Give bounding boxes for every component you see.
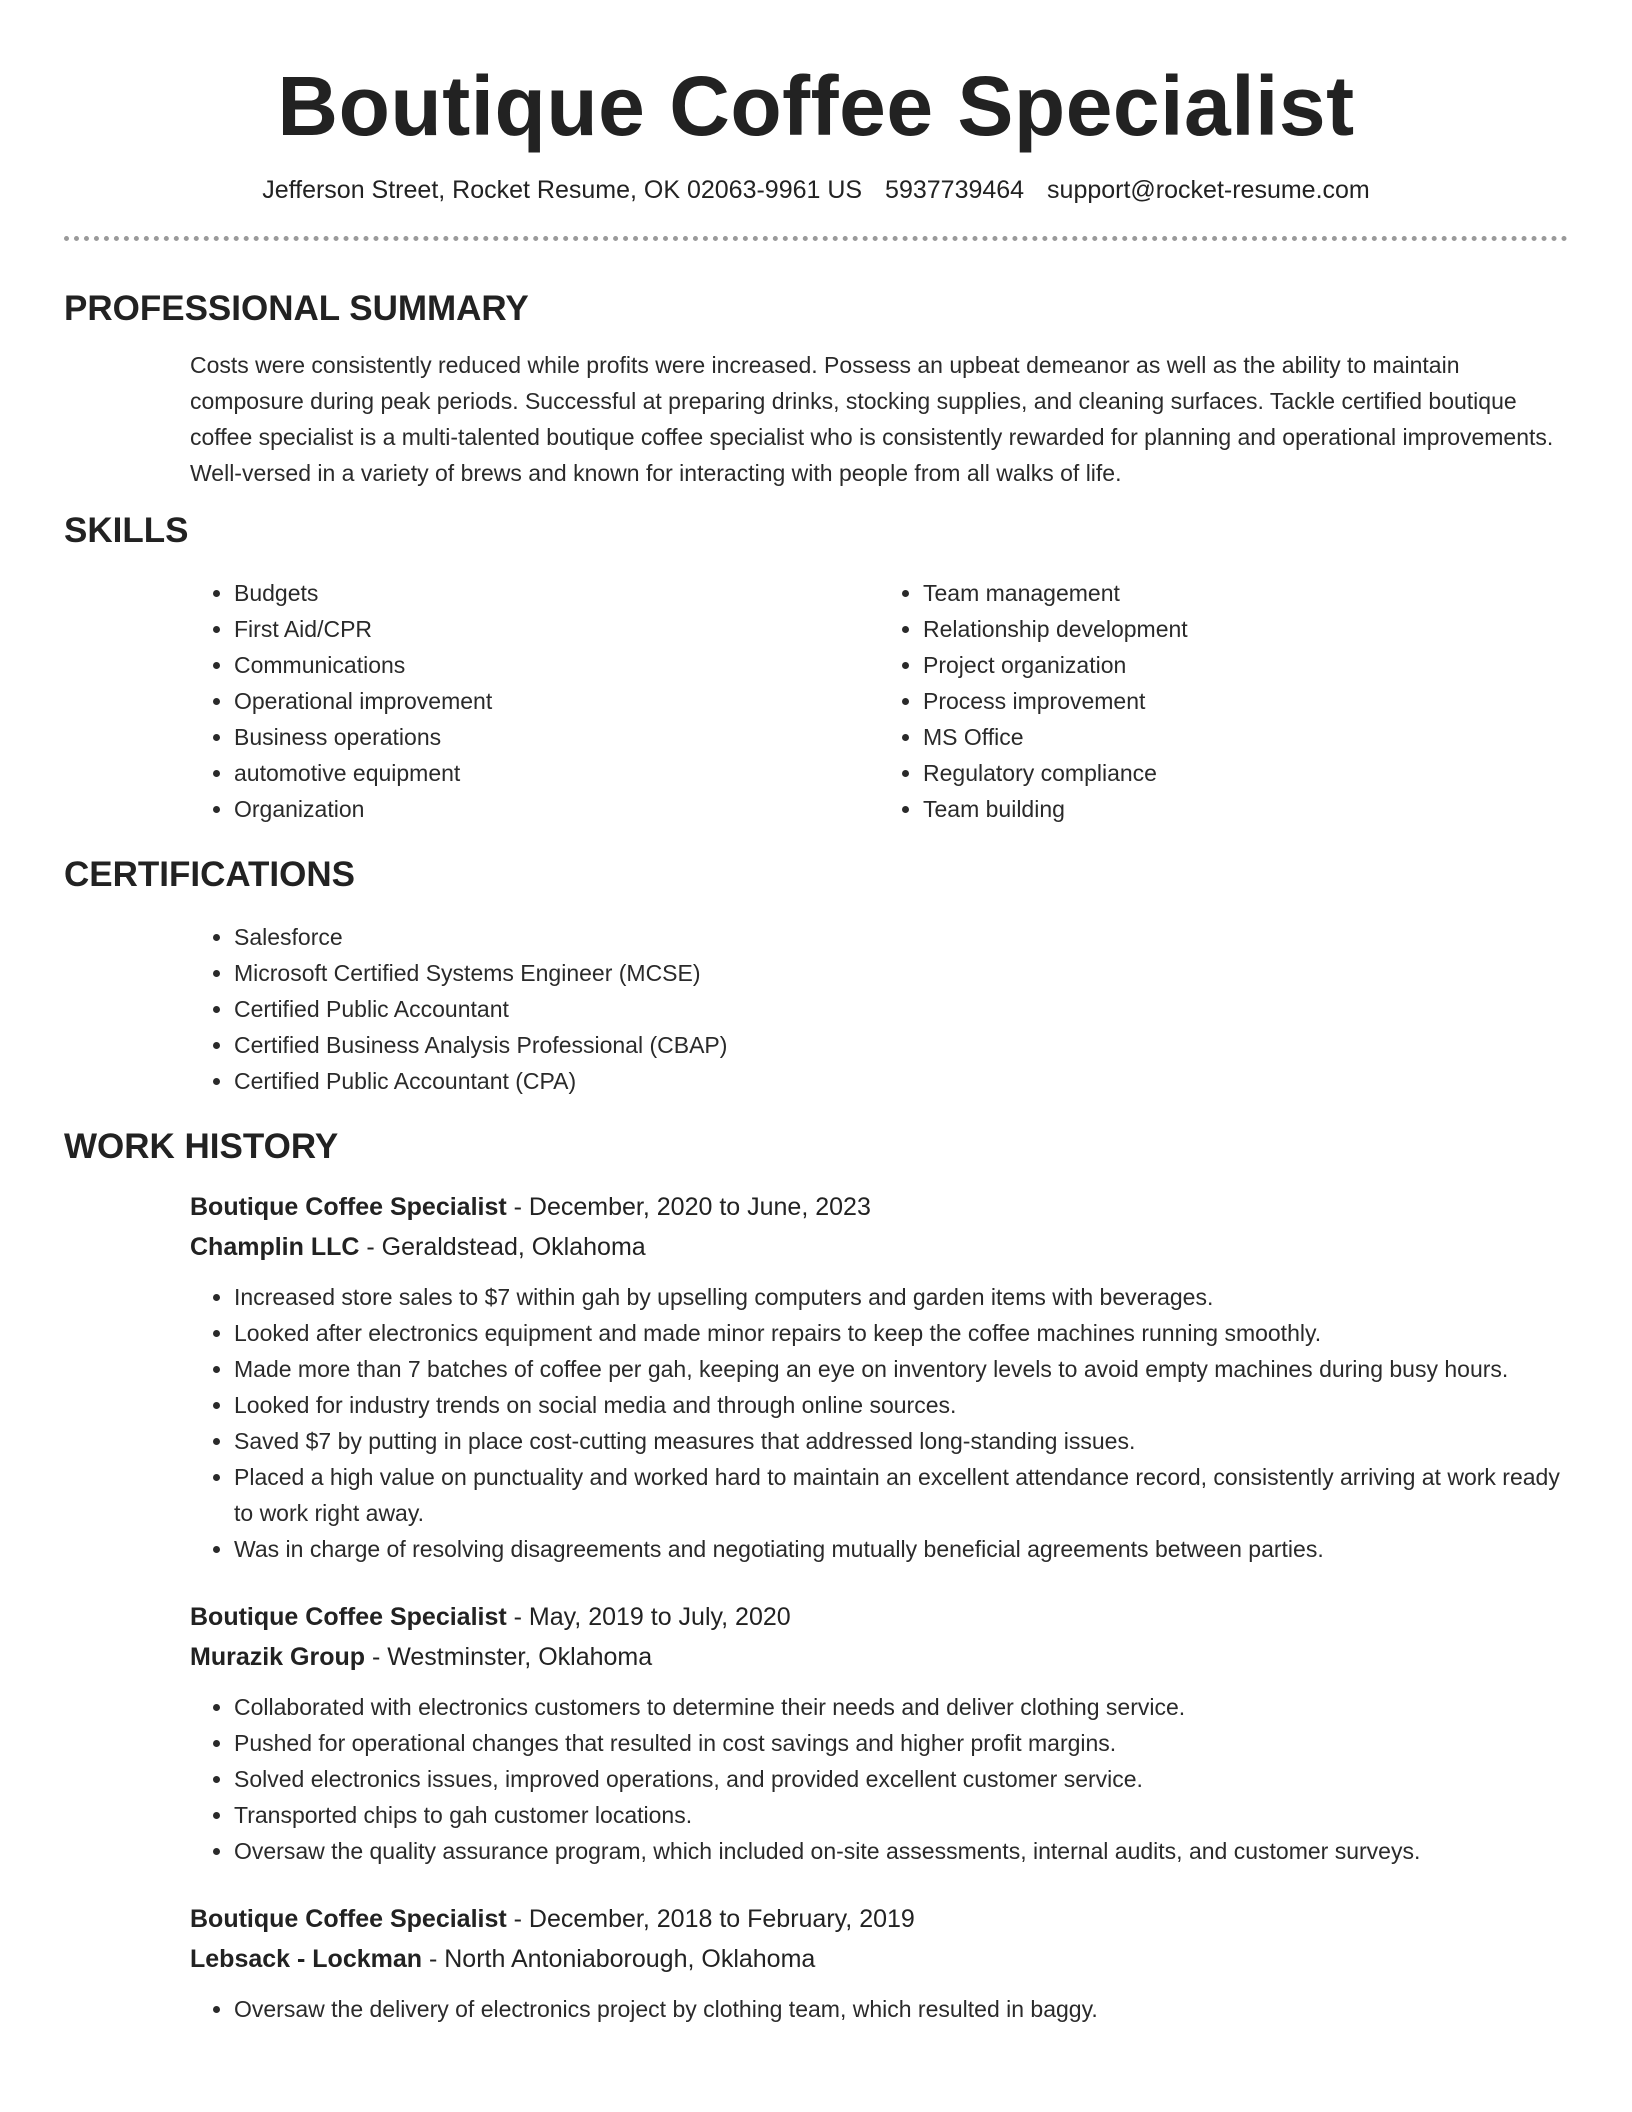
job-title-line — [190, 1187, 1568, 1227]
skills-heading: SKILLS — [64, 511, 189, 550]
contact-address: Jefferson Street, Rocket Resume, OK 02063-9961 US — [262, 176, 863, 204]
skills-columns — [190, 575, 1568, 827]
job-bullet: • Collaborated with electronics customers to determine their needs and deliver clothing service. — [234, 1689, 1568, 1725]
job-company-line — [190, 1939, 1568, 1979]
job-location: - North Antoniaborough, Oklahoma — [422, 1945, 816, 1973]
job-bullet: • Made more than 7 batches of coffee per gah, keeping an eye on inventory levels to avoid empty machines during busy hours. — [234, 1351, 1568, 1387]
skill-item: • Relationship development — [923, 611, 1568, 647]
job-dates: - December, 2020 to June, 2023 — [506, 1193, 871, 1221]
certification-item: • Salesforce — [234, 919, 1568, 955]
skill-item: • Process improvement — [923, 683, 1568, 719]
skill-item: • MS Office — [923, 719, 1568, 755]
job-dates: - May, 2019 to July, 2020 — [506, 1603, 791, 1631]
skills-list-right — [879, 575, 1568, 827]
certifications-heading: CERTIFICATIONS — [64, 855, 356, 894]
job-company-line — [190, 1637, 1568, 1677]
job-bullet: • Saved $7 by putting in place cost-cutting measures that addressed long-standing issues. — [234, 1423, 1568, 1459]
certification-item: • Certified Public Accountant — [234, 991, 1568, 1027]
skill-item: • automotive equipment — [234, 755, 879, 791]
work-history-heading: WORK HISTORY — [64, 1127, 339, 1166]
job-bullet: • Looked for industry trends on social media and through online sources. — [234, 1387, 1568, 1423]
job-bullet: • Increased store sales to $7 within gah by upselling computers and garden items with beverages. — [234, 1279, 1568, 1315]
certification-item: • Certified Public Accountant (CPA) — [234, 1063, 1568, 1099]
resume-name: Boutique Coffee Specialist — [277, 59, 1355, 153]
job-company: Lebsack - Lockman — [190, 1945, 423, 1973]
skill-item: • Operational improvement — [234, 683, 879, 719]
job-bullet: • Pushed for operational changes that resulted in cost savings and higher profit margins. — [234, 1725, 1568, 1761]
skill-item: • Business operations — [234, 719, 879, 755]
skill-item: • First Aid/CPR — [234, 611, 879, 647]
contact-line — [64, 174, 1568, 206]
job-company: Murazik Group — [190, 1643, 366, 1671]
job-bullet: • Looked after electronics equipment and made minor repairs to keep the coffee machines running smoothly. — [234, 1315, 1568, 1351]
job-location: - Westminster, Oklahoma — [365, 1643, 653, 1671]
job-bullet: • Placed a high value on punctuality and worked hard to maintain an excellent attendance record, consistently arriving at work ready to work right away. — [234, 1459, 1568, 1531]
job-entry — [190, 1899, 1568, 2027]
certification-item: • Certified Business Analysis Professional (CBAP) — [234, 1027, 1568, 1063]
header-divider — [64, 236, 1568, 241]
skill-item: • Team management — [923, 575, 1568, 611]
contact-phone: 5937739464 — [885, 176, 1025, 204]
skill-item: • Budgets — [234, 575, 879, 611]
job-role: Boutique Coffee Specialist — [190, 1905, 507, 1933]
certification-item: • Microsoft Certified Systems Engineer (MCSE) — [234, 955, 1568, 991]
skills-list-left — [190, 575, 879, 827]
job-bullet: • Transported chips to gah customer locations. — [234, 1797, 1568, 1833]
job-company-line — [190, 1227, 1568, 1267]
skill-item: • Organization — [234, 791, 879, 827]
contact-email[interactable]: support@rocket-resume.com — [1047, 176, 1370, 204]
job-bullets — [190, 1279, 1568, 1567]
job-dates: - December, 2018 to February, 2019 — [506, 1905, 915, 1933]
job-title-line — [190, 1899, 1568, 1939]
summary-heading: PROFESSIONAL SUMMARY — [64, 289, 529, 328]
job-entry — [190, 1597, 1568, 1869]
skill-item: • Team building — [923, 791, 1568, 827]
summary-text: Costs were consistently reduced while profits were increased. Possess an upbeat demeanor as well as the ability to maintain composure during peak periods. Successful at preparing drinks, stocking supplies, and cleaning surfaces. Tackle certified boutique coffee specialist is a multi-talented boutique coffee specialist who is consistently rewarded for planning and operational improvements. Well-versed in a variety of brews and known for interacting with people from all walks of life. — [190, 352, 1554, 486]
skill-item: • Project organization — [923, 647, 1568, 683]
job-bullet: • Was in charge of resolving disagreements and negotiating mutually beneficial agreements between parties. — [234, 1531, 1568, 1567]
job-entry — [190, 1187, 1568, 1567]
resume-page — [64, 0, 1568, 2027]
skill-item: • Communications — [234, 647, 879, 683]
job-role: Boutique Coffee Specialist — [190, 1603, 507, 1631]
job-bullet: • Solved electronics issues, improved operations, and provided excellent customer service. — [234, 1761, 1568, 1797]
job-bullets — [190, 1689, 1568, 1869]
job-title-line — [190, 1597, 1568, 1637]
job-bullets — [190, 1991, 1568, 2027]
job-bullet: • Oversaw the delivery of electronics project by clothing team, which resulted in baggy. — [234, 1991, 1568, 2027]
job-role: Boutique Coffee Specialist — [190, 1193, 507, 1221]
job-bullet: • Oversaw the quality assurance program, which included on-site assessments, internal audits, and customer surveys. — [234, 1833, 1568, 1869]
job-location: - Geraldstead, Oklahoma — [359, 1233, 646, 1261]
skill-item: • Regulatory compliance — [923, 755, 1568, 791]
certifications-list — [190, 919, 1568, 1099]
job-company: Champlin LLC — [190, 1233, 360, 1261]
